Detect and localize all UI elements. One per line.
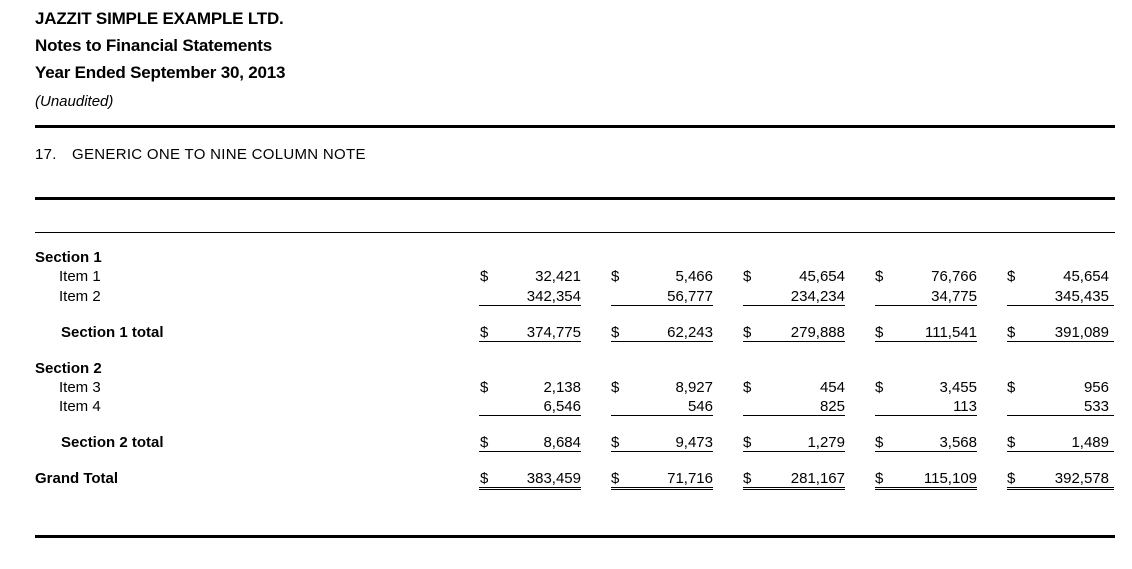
item-2-col-4: 34,775 xyxy=(931,288,977,305)
item-4-col-2: 546 xyxy=(687,398,713,415)
subtotal-underline xyxy=(875,415,977,416)
section-1-total-col-3: 279,888 xyxy=(790,324,845,341)
section-1-total-col-2: 62,243 xyxy=(667,324,713,341)
section-2-total-label: Section 2 total xyxy=(61,434,164,451)
grand-total-double-underline xyxy=(743,487,845,490)
item-2-col-2: 56,777 xyxy=(667,288,713,305)
grand-total-double-underline xyxy=(479,487,581,490)
section-2-total-col-1: 8,684 xyxy=(543,434,581,451)
currency-symbol: $ xyxy=(743,324,752,341)
table-row xyxy=(0,268,1132,288)
currency-symbol: $ xyxy=(611,470,620,487)
grand-total-col-1: 383,459 xyxy=(526,470,581,487)
currency-symbol: $ xyxy=(1007,379,1016,396)
grand-total-double-underline xyxy=(611,487,713,490)
currency-symbol: $ xyxy=(875,434,884,451)
section-1-total-col-1: 374,775 xyxy=(526,324,581,341)
subtotal-underline xyxy=(1007,305,1114,306)
item-4-col-1: 6,546 xyxy=(543,398,581,415)
period-title: Year Ended September 30, 2013 xyxy=(35,63,286,82)
currency-symbol: $ xyxy=(743,470,752,487)
item-1-col-3: 45,654 xyxy=(799,268,845,285)
section-2-total-col-5: 1,489 xyxy=(1071,434,1109,451)
item-1-label: Item 1 xyxy=(59,268,101,285)
item-3-col-2: 8,927 xyxy=(675,379,713,396)
subtotal-underline xyxy=(611,415,713,416)
currency-symbol: $ xyxy=(611,434,620,451)
currency-symbol: $ xyxy=(611,324,620,341)
currency-symbol: $ xyxy=(1007,324,1016,341)
table-row xyxy=(0,379,1132,399)
total-underline xyxy=(611,341,713,342)
item-2-col-3: 234,234 xyxy=(790,288,845,305)
subtotal-underline xyxy=(479,305,581,306)
currency-symbol: $ xyxy=(743,434,752,451)
item-4-label: Item 4 xyxy=(59,398,101,415)
item-2-label: Item 2 xyxy=(59,288,101,305)
total-underline xyxy=(479,341,581,342)
currency-symbol: $ xyxy=(480,268,489,285)
section-1-heading-row xyxy=(0,249,1132,269)
currency-symbol: $ xyxy=(480,470,489,487)
grand-total-double-underline xyxy=(875,487,977,490)
subtotal-underline xyxy=(1007,415,1114,416)
subtotal-underline xyxy=(611,305,713,306)
subtotal-underline xyxy=(743,415,845,416)
total-underline xyxy=(743,451,845,452)
item-1-col-5: 45,654 xyxy=(1063,268,1109,285)
item-3-col-3: 454 xyxy=(819,379,845,396)
grand-total-col-5: 392,578 xyxy=(1054,470,1109,487)
currency-symbol: $ xyxy=(875,470,884,487)
section-2-total-col-4: 3,568 xyxy=(939,434,977,451)
currency-symbol: $ xyxy=(611,268,620,285)
grand-total-double-underline xyxy=(1007,487,1114,490)
section-1-total-col-4: 111,541 xyxy=(925,324,977,341)
grand-total-label: Grand Total xyxy=(35,470,119,487)
section-1-total-col-5: 391,089 xyxy=(1054,324,1109,341)
note-bottom-rule xyxy=(35,535,1115,538)
item-2-col-5: 345,435 xyxy=(1054,288,1109,305)
currency-symbol: $ xyxy=(875,268,884,285)
currency-symbol: $ xyxy=(743,268,752,285)
section-2-total-col-2: 9,473 xyxy=(675,434,713,451)
subtotal-underline xyxy=(479,415,581,416)
item-3-col-5: 956 xyxy=(1083,379,1109,396)
company-name: JAZZIT SIMPLE EXAMPLE LTD. xyxy=(35,9,284,28)
item-4-col-5: 533 xyxy=(1083,398,1109,415)
currency-symbol: $ xyxy=(1007,470,1016,487)
item-4-col-3: 825 xyxy=(819,398,845,415)
header-divider xyxy=(35,125,1115,128)
item-4-col-4: 113 xyxy=(953,398,977,415)
item-1-col-4: 76,766 xyxy=(931,268,977,285)
unaudited-label: (Unaudited) xyxy=(35,93,114,110)
total-underline xyxy=(479,451,581,452)
table-header-rule xyxy=(35,232,1115,233)
subtotal-underline xyxy=(743,305,845,306)
total-underline xyxy=(743,341,845,342)
note-title: GENERIC ONE TO NINE COLUMN NOTE xyxy=(72,146,366,163)
section-2-heading-row xyxy=(0,360,1132,380)
note-top-rule xyxy=(35,197,1115,200)
subtotal-underline xyxy=(875,305,977,306)
document-subtitle: Notes to Financial Statements xyxy=(35,36,272,55)
total-underline xyxy=(875,451,977,452)
note-heading xyxy=(35,146,366,163)
currency-symbol: $ xyxy=(1007,434,1016,451)
item-3-label: Item 3 xyxy=(59,379,101,396)
currency-symbol: $ xyxy=(875,324,884,341)
item-3-col-4: 3,455 xyxy=(939,379,977,396)
currency-symbol: $ xyxy=(875,379,884,396)
item-1-col-2: 5,466 xyxy=(675,268,713,285)
total-underline xyxy=(611,451,713,452)
grand-total-col-3: 281,167 xyxy=(790,470,845,487)
total-underline xyxy=(875,341,977,342)
currency-symbol: $ xyxy=(480,324,489,341)
section-2-total-col-3: 1,279 xyxy=(807,434,845,451)
section-1-total-label: Section 1 total xyxy=(61,324,164,341)
item-3-col-1: 2,138 xyxy=(543,379,581,396)
grand-total-col-2: 71,716 xyxy=(667,470,713,487)
section-1-label: Section 1 xyxy=(35,249,102,266)
item-2-col-1: 342,354 xyxy=(526,288,581,305)
currency-symbol: $ xyxy=(1007,268,1016,285)
item-1-col-1: 32,421 xyxy=(535,268,581,285)
section-2-label: Section 2 xyxy=(35,360,102,377)
currency-symbol: $ xyxy=(611,379,620,396)
note-number: 17. xyxy=(35,146,57,163)
total-underline xyxy=(1007,341,1114,342)
currency-symbol: $ xyxy=(480,434,489,451)
total-underline xyxy=(1007,451,1114,452)
currency-symbol: $ xyxy=(480,379,489,396)
grand-total-col-4: 115,109 xyxy=(923,470,977,487)
currency-symbol: $ xyxy=(743,379,752,396)
